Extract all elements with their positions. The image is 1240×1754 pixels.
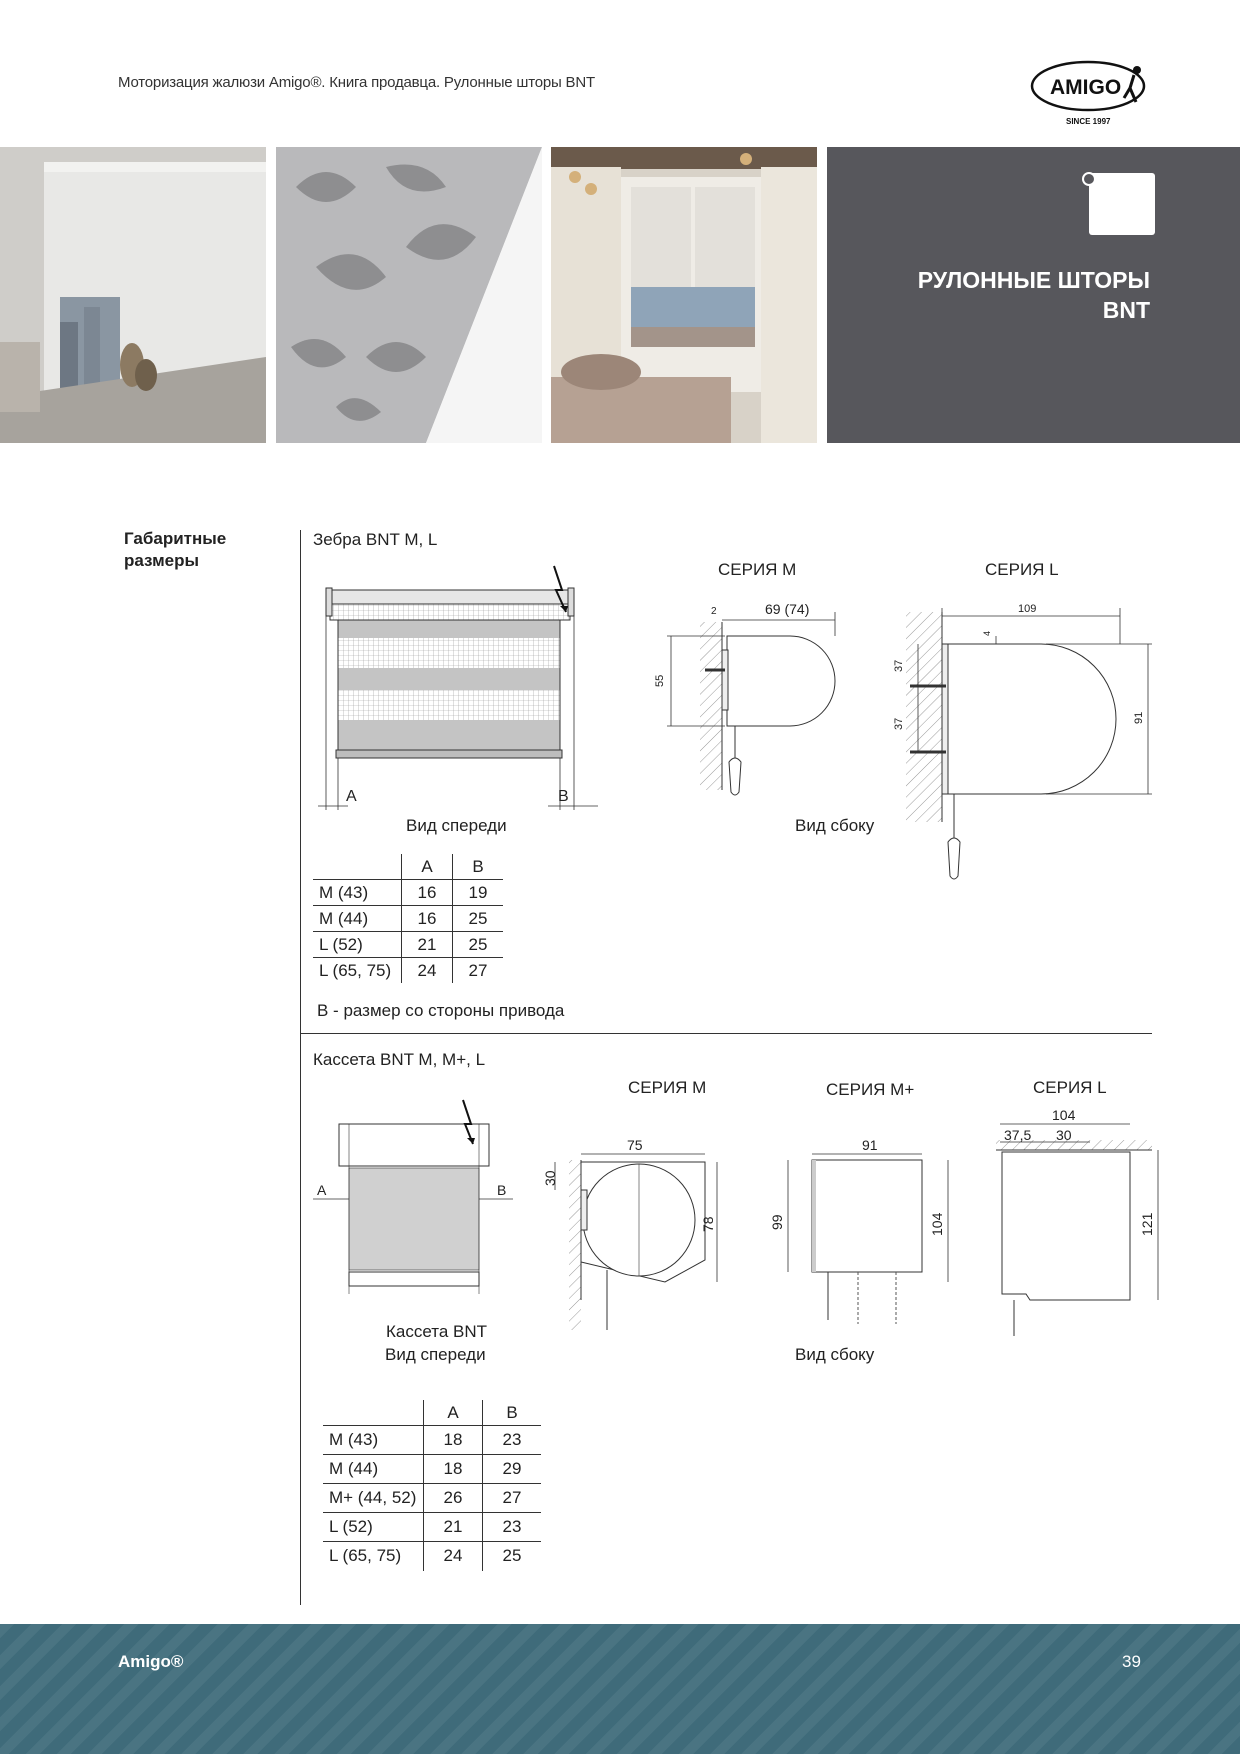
cassette-l-b: 30 [1056,1127,1072,1143]
cassette-m-width: 75 [627,1137,643,1153]
zebra-table-header-b: B [472,856,484,876]
zebra-row-b: 25 [453,906,504,932]
zebra-row-label: L (65, 75) [313,958,402,984]
zebra-row-label: M (44) [313,906,402,932]
cassette-table-header-b: B [506,1402,518,1422]
cassette-l-width: 104 [1052,1107,1076,1123]
cassette-table-header-a: A [424,1400,483,1426]
table-row [313,906,503,932]
cassette-mplus-width: 91 [862,1137,878,1153]
header-title: Моторизация жалюзи Amigo®. Книга продавца. Рулонные шторы BNT [118,74,595,91]
table-row [323,1542,541,1571]
table-row [313,958,503,984]
cassette-side-l-diagram [990,1104,1170,1349]
cassette-title: Кассета BNT M, M+, L [313,1050,486,1069]
zebra-l-lower: 37 [893,717,905,730]
photo-bedroom-window [551,147,817,443]
zebra-side-l-diagram [893,592,1156,897]
zebra-series-l-label: СЕРИЯ L [985,560,1059,579]
cassette-row-a: 24 [424,1542,483,1571]
photo-living-room [0,147,266,443]
zebra-front-caption: Вид спереди [406,816,507,835]
zebra-l-height: 91 [1133,711,1145,724]
cassette-row-label: M (43) [323,1426,424,1455]
horizontal-divider [300,1033,1152,1034]
section-label-line2: размеры [124,551,200,570]
zebra-side-caption: Вид сбоку [795,816,875,835]
zebra-note: B - размер со стороны привода [317,1001,565,1020]
cassette-row-a: 18 [424,1426,483,1455]
cassette-dimension-table [323,1400,541,1571]
cassette-l-height: 121 [1139,1212,1155,1236]
zebra-l-upper: 37 [893,659,905,672]
section-label [124,528,226,572]
roller-blind-icon [1081,171,1161,242]
zebra-m-height: 55 [654,674,666,687]
cassette-series-mplus-label: СЕРИЯ M+ [826,1080,915,1099]
zebra-row-b: 19 [453,880,504,906]
cassette-label-b: B [497,1182,507,1198]
cassette-m-top: 30 [542,1170,558,1186]
table-row [313,932,503,958]
zebra-l-depth: 109 [1018,603,1037,615]
cassette-series-l-label: СЕРИЯ L [1033,1078,1107,1097]
hero-title-line2: BNT [1102,297,1150,323]
table-row [323,1513,541,1542]
logo-since: SINCE 1997 [1066,117,1111,126]
cassette-mplus-right: 104 [929,1212,945,1236]
zebra-table-header-0 [313,854,402,880]
zebra-l-top: 4 [982,630,992,636]
cassette-row-b: 23 [483,1513,542,1542]
cassette-label-a: A [317,1182,327,1198]
cassette-row-label: M+ (44, 52) [323,1484,424,1513]
table-row [323,1484,541,1513]
cassette-front-diagram [313,1098,523,1303]
cassette-side-caption: Вид сбоку [795,1345,875,1364]
page-number: 39 [1122,1652,1141,1671]
table-row [323,1426,541,1455]
cassette-row-b: 27 [483,1484,542,1513]
vertical-divider [300,530,301,1605]
cassette-front-caption-2: Вид спереди [385,1345,486,1364]
cassette-table-header-0 [323,1400,424,1426]
table-row [313,880,503,906]
zebra-row-a: 24 [402,958,453,984]
photo-pattern-fabric [276,147,542,443]
zebra-title: Зебра BNT M, L [313,530,438,549]
zebra-side-m-diagram [655,592,855,827]
zebra-row-b: 27 [453,958,504,984]
table-row [323,1455,541,1484]
zebra-m-depth: 69 (74) [765,601,810,617]
footer-band [0,1624,1240,1754]
zebra-series-m-label: СЕРИЯ M [718,560,797,579]
cassette-row-a: 18 [424,1455,483,1484]
amigo-logo [1030,58,1154,128]
cassette-row-label: L (65, 75) [323,1542,424,1571]
cassette-mplus-left: 99 [769,1214,785,1230]
zebra-row-b: 25 [453,932,504,958]
footer-brand: Amigo® [118,1652,184,1671]
title-panel [827,147,1240,443]
cassette-row-a: 26 [424,1484,483,1513]
cassette-front-caption-1: Кассета BNT [386,1322,488,1341]
hero-banner [0,147,1240,443]
zebra-table-header-a: A [402,854,453,880]
cassette-row-a: 21 [424,1513,483,1542]
cassette-m-height: 78 [700,1216,716,1232]
zebra-row-a: 16 [402,880,453,906]
zebra-dimension-table [313,854,503,983]
zebra-row-a: 21 [402,932,453,958]
cassette-series-m-label: СЕРИЯ M [628,1078,707,1097]
zebra-label-b: B [558,788,569,805]
zebra-m-gap: 2 [711,606,717,617]
zebra-label-a: A [346,788,357,805]
section-label-line1: Габаритные [124,529,227,548]
cassette-row-b: 25 [483,1542,542,1571]
zebra-front-diagram [318,560,608,815]
cassette-side-m-diagram [542,1130,725,1335]
hero-title-line1: РУЛОННЫЕ ШТОРЫ [917,267,1150,293]
cassette-l-a: 37,5 [1004,1127,1032,1143]
cassette-row-label: M (44) [323,1455,424,1484]
zebra-row-a: 16 [402,906,453,932]
cassette-row-b: 29 [483,1455,542,1484]
zebra-row-label: L (52) [313,932,402,958]
cassette-side-mplus-diagram [770,1130,960,1345]
logo-text: AMIGO [1050,76,1122,99]
cassette-row-label: L (52) [323,1513,424,1542]
zebra-row-label: M (43) [313,880,402,906]
cassette-row-b: 23 [483,1426,542,1455]
